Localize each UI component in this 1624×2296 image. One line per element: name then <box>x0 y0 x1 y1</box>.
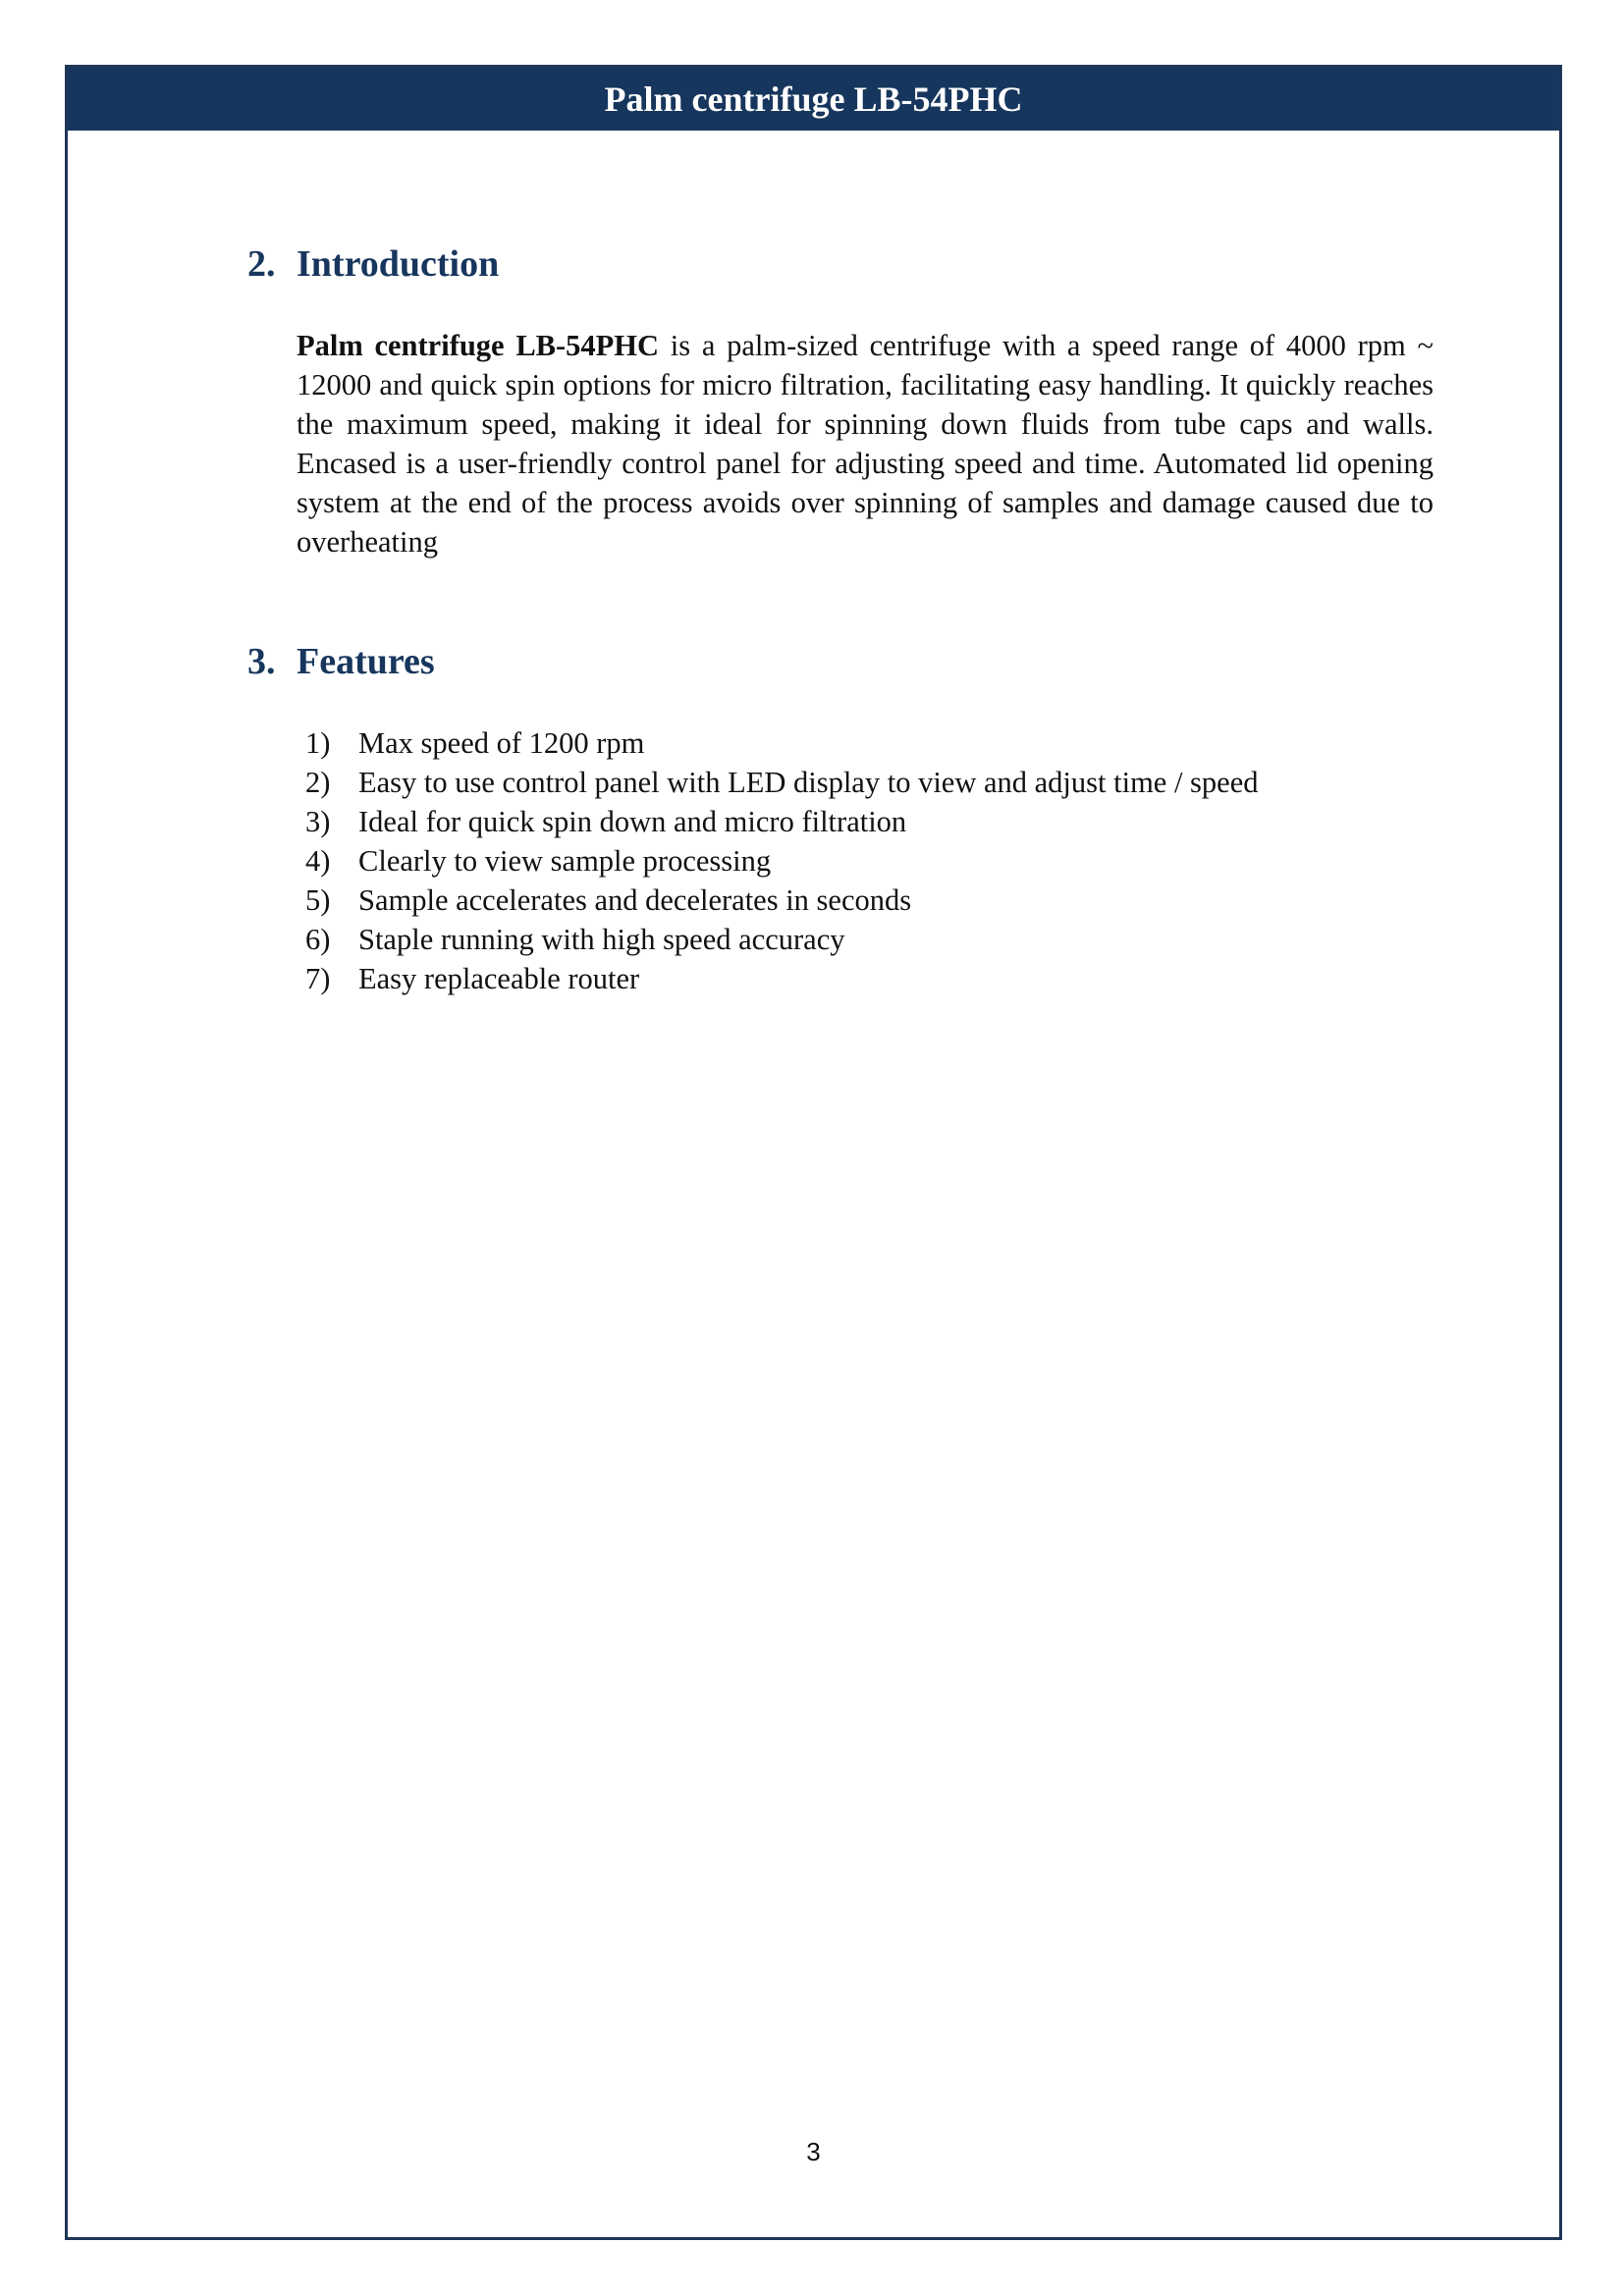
list-item <box>297 763 1259 802</box>
list-item <box>297 881 1259 920</box>
list-item-text: Ideal for quick spin down and micro filtration <box>358 805 907 838</box>
list-marker: 6) <box>305 923 331 956</box>
list-item <box>297 841 1259 881</box>
page-header-bar <box>68 68 1559 131</box>
list-item-text: Easy to use control panel with LED display to view and adjust time / speed <box>358 766 1259 799</box>
features-number: 3. <box>247 641 276 682</box>
list-marker: 7) <box>305 962 331 995</box>
header-title: Palm centrifuge LB-54PHC <box>604 80 1023 119</box>
list-marker: 3) <box>305 805 331 838</box>
list-item-text: Clearly to view sample processing <box>358 844 772 878</box>
introduction-heading <box>247 242 499 286</box>
list-item <box>297 723 1259 763</box>
features-list <box>297 723 1259 998</box>
product-name: Palm centrifuge LB-54PHC <box>297 329 660 362</box>
introduction-title: Introduction <box>297 243 500 285</box>
page-frame <box>65 65 1562 2240</box>
list-item-text: Staple running with high speed accuracy <box>358 923 845 956</box>
introduction-number: 2. <box>247 243 276 285</box>
list-marker: 1) <box>305 726 331 760</box>
page-number: 3 <box>806 2137 821 2166</box>
list-marker: 2) <box>305 766 331 799</box>
features-heading <box>247 640 435 683</box>
features-title: Features <box>297 641 435 682</box>
list-marker: 4) <box>305 844 331 878</box>
list-item <box>297 920 1259 959</box>
introduction-body: is a palm-sized centrifuge with a speed range of 4000 rpm ~ 12000 and quick spin options for micro filtration, facilitating easy handling. It quickly reaches the maximum speed, making it ideal for spinning down fluids from tube caps and walls. Encased is a user-friendly control panel for adjusting speed and time. Automated lid opening system at the end of the process avoids over spinning of samples and damage caused due to overheating <box>297 329 1434 559</box>
list-item-text: Sample accelerates and decelerates in seconds <box>358 883 912 917</box>
list-item <box>297 802 1259 841</box>
introduction-paragraph <box>297 326 1434 561</box>
list-marker: 5) <box>305 883 331 917</box>
list-item-text: Easy replaceable router <box>358 962 640 995</box>
list-item <box>297 959 1259 998</box>
list-item-text: Max speed of 1200 rpm <box>358 726 645 760</box>
